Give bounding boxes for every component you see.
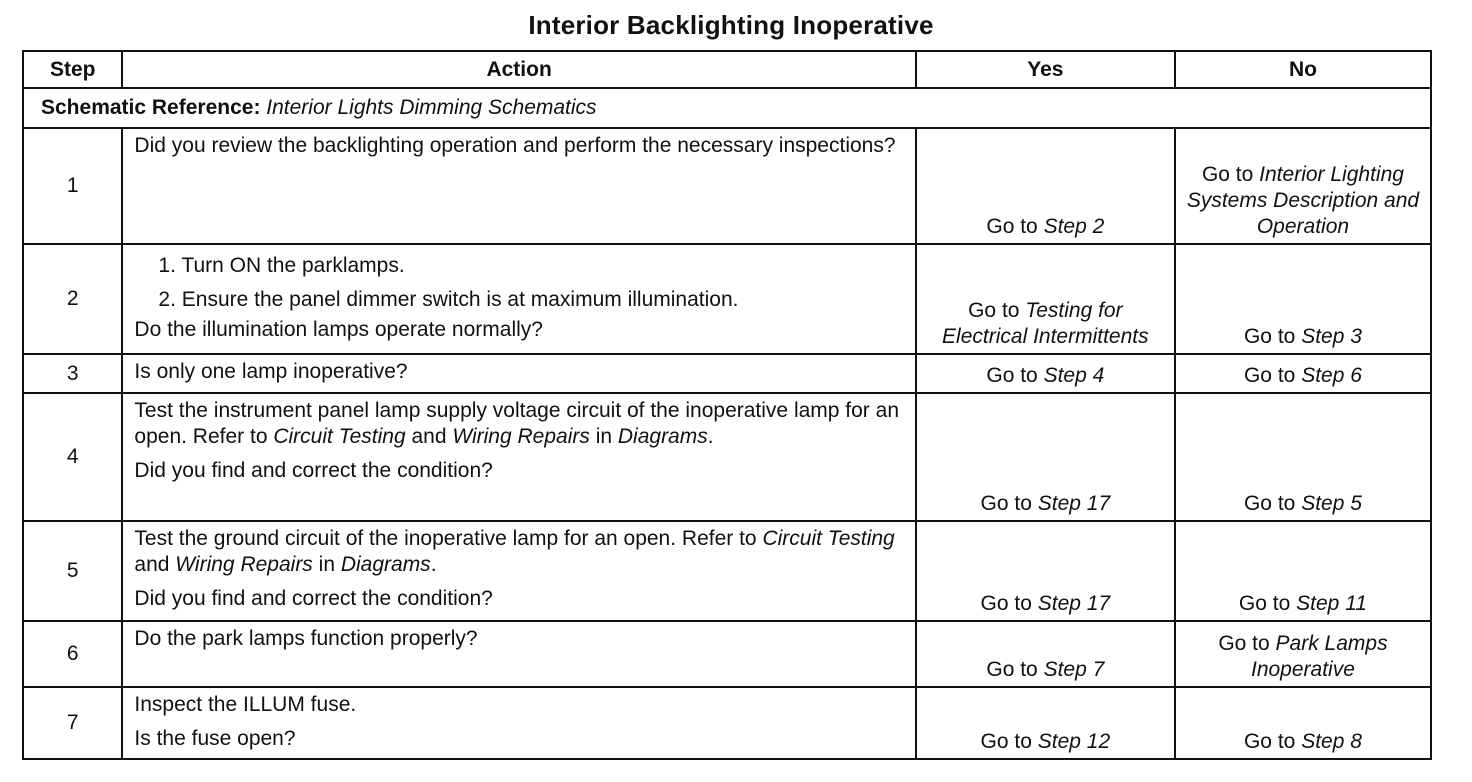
action-text: Did you review the backlighting operation and perform the necessary inspections? [122,128,915,244]
action-text-part: and [405,425,453,448]
step-number: 2 [23,244,122,354]
table-row [23,354,1431,393]
step-number: 3 [23,354,122,393]
no-prefix: Go to [1243,492,1296,515]
no-target[interactable]: Step 8 [1301,730,1362,753]
reference-link[interactable]: Diagrams [340,553,431,576]
table-row [23,687,1431,759]
yes-prefix: Go to [968,299,1020,322]
step-number: 1 [23,128,122,244]
reference-link[interactable]: Wiring Repairs [175,553,313,576]
question-text: Is the fuse open? [134,727,296,750]
action-text: Is only one lamp inoperative? [122,354,915,393]
substep-item: 1. Turn ON the parklamps. [158,254,405,277]
schematic-reference-link[interactable]: Interior Lights Dimming Schematics [266,96,597,119]
question-text: Do the illumination lamps operate normally? [134,318,543,341]
question-text: Did you find and correct the condition? [134,587,493,610]
page-title: Interior Backlighting Inoperative [528,10,934,40]
no-target[interactable]: Step 11 [1296,592,1367,615]
yes-target[interactable]: Step 4 [1043,364,1105,387]
reference-link[interactable]: Diagrams [617,425,708,448]
action-text-part: in [312,553,341,576]
substep-item: 2. Ensure the panel dimmer switch is at maximum illumination. [158,288,739,311]
header-no: No [1175,51,1431,88]
no-prefix: Go to [1243,730,1296,753]
yes-prefix: Go to [986,658,1038,681]
no-target[interactable]: Step 3 [1301,325,1362,348]
table-row [23,621,1431,687]
action-text-part: Test the instrument panel lamp supply voltage circuit of the inoperative lamp for an open. Refer to [134,399,899,448]
yes-prefix: Go to [980,492,1032,515]
action-text [122,521,915,621]
action-text [122,687,915,759]
header-yes: Yes [916,51,1175,88]
action-text-part: in [589,425,618,448]
no-prefix: Go to [1243,325,1296,348]
schematic-reference-row [23,88,1431,128]
yes-cell[interactable] [916,244,1175,354]
action-instruction: Inspect the ILLUM fuse. [134,693,357,716]
action-text [122,244,915,354]
table-row [23,244,1431,354]
yes-cell[interactable] [916,621,1175,687]
action-instruction [134,398,904,450]
no-target[interactable]: Interior Lighting Systems Description and Operation [1186,163,1420,238]
yes-target[interactable]: Step 2 [1043,215,1105,238]
table-row [23,393,1431,521]
yes-target[interactable]: Testing for Electrical Intermittents [942,299,1149,348]
schematic-reference [23,88,1431,128]
action-text-part: Test the ground circuit of the inoperative lamp for an open. Refer to [134,527,763,550]
yes-prefix: Go to [986,215,1038,238]
no-prefix: Go to [1218,632,1270,655]
no-cell[interactable] [1175,687,1431,759]
yes-cell[interactable] [916,393,1175,521]
action-text: Do the park lamps function properly? [122,621,915,687]
diagnostic-table [22,50,1432,760]
no-cell[interactable] [1175,244,1431,354]
step-number: 4 [23,393,122,521]
schematic-reference-label: Schematic Reference: [41,96,261,119]
reference-link[interactable]: Circuit Testing [273,425,406,448]
reference-link[interactable]: Wiring Repairs [452,425,590,448]
yes-prefix: Go to [980,730,1032,753]
yes-target[interactable]: Step 17 [1037,492,1111,515]
yes-target[interactable]: Step 12 [1037,730,1111,753]
no-target[interactable]: Park Lamps Inoperative [1250,632,1388,681]
step-number: 5 [23,521,122,621]
step-number: 6 [23,621,122,687]
no-cell[interactable] [1175,521,1431,621]
action-instruction [134,526,904,578]
no-prefix: Go to [1243,364,1296,387]
no-cell[interactable] [1175,621,1431,687]
yes-cell[interactable] [916,354,1175,393]
no-prefix: Go to [1201,163,1254,186]
yes-prefix: Go to [980,592,1032,615]
header-step: Step [23,51,122,88]
substep-list [134,249,904,317]
yes-cell[interactable] [916,521,1175,621]
action-text [122,393,915,521]
yes-target[interactable]: Step 7 [1043,658,1105,681]
table-row [23,128,1431,244]
no-cell[interactable] [1175,393,1431,521]
yes-cell[interactable] [916,687,1175,759]
no-prefix: Go to [1238,592,1291,615]
header-action: Action [122,51,915,88]
reference-link[interactable]: Circuit Testing [762,527,895,550]
action-text-part: and [134,553,176,576]
no-target[interactable]: Step 6 [1301,364,1362,387]
header-row [23,51,1431,88]
yes-prefix: Go to [986,364,1038,387]
no-cell[interactable] [1175,354,1431,393]
table-row [23,521,1431,621]
no-cell[interactable] [1175,128,1431,244]
action-text-part: . [430,553,437,576]
question-text: Did you find and correct the condition? [134,459,493,482]
yes-target[interactable]: Step 17 [1037,592,1111,615]
step-number: 7 [23,687,122,759]
no-target[interactable]: Step 5 [1301,492,1362,515]
yes-cell[interactable] [916,128,1175,244]
action-text-part: . [707,425,714,448]
